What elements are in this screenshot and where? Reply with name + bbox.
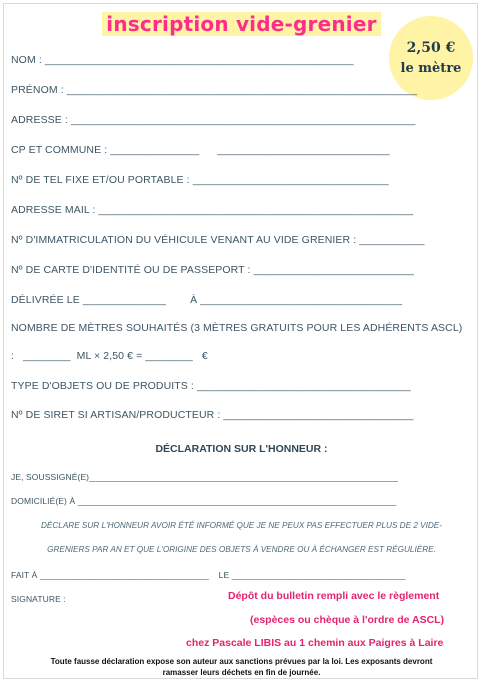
field-cp-commune[interactable]: CP ET COMMUNE : _______________ _____________________________ — [11, 144, 390, 156]
registration-form — [3, 3, 478, 679]
depot-line-1: Dépôt du bulletin rempli avec le règlement — [228, 590, 440, 602]
depot-line-3: chez Pascale LIBIS au 1 chemin aux Paigres à Laire — [186, 637, 444, 649]
declaration-heading: DÉCLARATION SUR L'HONNEUR : — [155, 443, 328, 455]
declaration-text-1: DÉCLARE SUR L'HONNEUR AVOIR ÉTÉ INFORMÉ QUE JE NE PEUX PAS EFFECTUER PLUS DE 2 VIDE- — [40, 521, 442, 530]
footer-line-2: ramasser leurs déchets en fin de journée. — [162, 668, 321, 677]
field-siret[interactable]: Nº DE SIRET SI ARTISAN/PRODUCTEUR : ________________________________ — [11, 409, 414, 421]
footer-line-1: Toute fausse déclaration expose son auteur aux sanctions prévues par la loi. Les exposants devront — [50, 657, 433, 666]
field-immatriculation[interactable]: Nº D'IMMATRICULATION DU VÉHICULE VENANT AU VIDE GRENIER : ___________ — [11, 234, 425, 246]
field-meters-label: NOMBRE DE MÈTRES SOUHAITÉS (3 MÈTRES GRATUITS POUR LES ADHÉRENTS ASCL) — [11, 322, 463, 334]
field-soussigne[interactable]: JE, SOUSSIGNÉ(E)________________________________________________________________ — [11, 472, 399, 482]
depot-line-2: (espèces ou chèque à l'ordre de ASCL) — [250, 614, 445, 626]
field-identity-card[interactable]: Nº DE CARTE D'IDENTITÉ OU DE PASSEPORT : ___________________________ — [11, 264, 414, 276]
field-delivered[interactable]: DÉLIVRÉE LE ______________ À __________________________________ — [11, 294, 403, 306]
field-adresse[interactable]: ADRESSE : __________________________________________________________ — [11, 114, 416, 126]
field-fait-a[interactable]: FAIT À ___________________________________ LE ____________________________________ — [11, 570, 406, 580]
field-domicile[interactable]: DOMICILIÉ(E) À __________________________________________________________________ — [11, 496, 397, 506]
field-prenom[interactable]: PRÉNOM : ___________________________________________________________ — [11, 84, 418, 96]
field-nom[interactable]: NOM : ____________________________________________________ — [11, 54, 354, 66]
price-value: 2,50 € — [406, 40, 456, 56]
field-meters-calc[interactable]: : ________ ML × 2,50 € = ________ € — [11, 350, 208, 362]
declaration-text-2: GRENIERS PAR AN ET QUE L'ORIGINE DES OBJETS À VENDRE OU À ÉCHANGER EST RÉGULIÈRE. — [47, 545, 436, 554]
signature-label: SIGNATURE : — [11, 594, 66, 604]
price-unit: le mètre — [400, 61, 462, 76]
field-telephone[interactable]: Nº DE TEL FIXE ET/OU PORTABLE : _________________________________ — [11, 174, 389, 186]
form-title-text: inscription vide-grenier — [102, 12, 380, 36]
field-email[interactable]: ADRESSE MAIL : _____________________________________________________ — [11, 204, 414, 216]
field-object-type[interactable]: TYPE D'OBJETS OU DE PRODUITS : ____________________________________ — [11, 380, 411, 392]
